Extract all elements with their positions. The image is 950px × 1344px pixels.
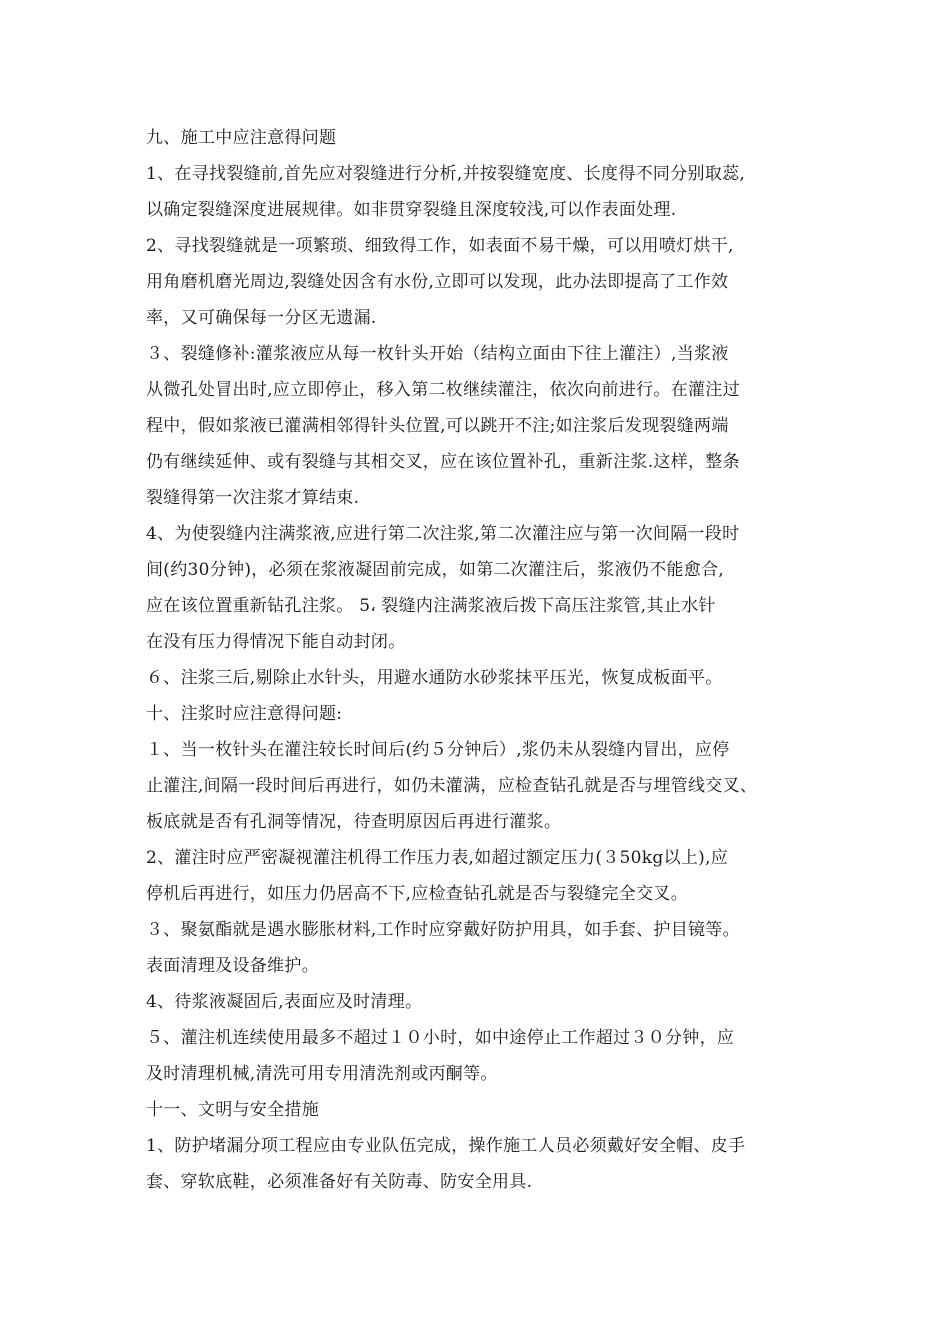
paragraph-line: 套、穿软底鞋，必须准备好有关防毒、防安全用具. (146, 1172, 533, 1192)
paragraph-line: ３、聚氨酯就是遇水膨胀材料,工作时应穿戴好防护用具，如手套、护目镜等。 (146, 920, 740, 940)
paragraph-line: 裂缝得第一次注浆才算结束. (146, 488, 360, 508)
section-heading-ten: 十、注浆时应注意得问题: (146, 704, 343, 724)
paragraph-line: 2、寻找裂缝就是一项繁琐、细致得工作，如表面不易干燥，可以用喷灯烘干, (146, 236, 734, 256)
paragraph-line: 表面清理及设备维护。 (146, 956, 319, 976)
paragraph-line: 间(约30分钟)，必须在浆液凝固前完成，如第二次灌注后，浆液仍不能愈合, (146, 560, 725, 580)
paragraph-line: 应在该位置重新钻孔注浆。 5، 裂缝内注满浆液后拨下高压注浆管,其止水针 (146, 596, 716, 616)
paragraph-line: 用角磨机磨光周边,裂缝处因含有水份,立即可以发现，此办法即提高了工作效 (146, 272, 729, 292)
paragraph-line: 及时清理机械,清洗可用专用清洗剂或丙酮等。 (146, 1064, 498, 1084)
paragraph-line: 止灌注,间隔一段时间后再进行，如仍未灌满，应检查钻孔就是否与埋管线交叉、 (146, 776, 758, 796)
paragraph-line: 率，又可确保每一分区无遗漏. (146, 308, 377, 328)
paragraph-line: 1、在寻找裂缝前,首先应对裂缝进行分析,并按裂缝宽度、长度得不同分别取蕊, (146, 164, 746, 184)
paragraph-line: 板底就是否有孔洞等情况，待查明原因后再进行灌浆。 (146, 812, 562, 832)
section-heading-nine: 九、施工中应注意得问题 (146, 128, 337, 148)
paragraph-line: 程中，假如浆液已灌满相邻得针头位置,可以跳开不注;如注浆后发现裂缝两端 (146, 416, 729, 436)
paragraph-line: 仍有继续延伸、或有裂缝与其相交叉，应在该位置补孔，重新注浆.这样，整条 (146, 452, 740, 472)
paragraph-line: 在没有压力得情况下能自动封闭。 (146, 632, 406, 652)
paragraph-line: ３、裂缝修补:灌浆液应从每一枚针头开始（结构立面由下往上灌注）,当浆液 (146, 344, 729, 364)
paragraph-line: 以确定裂缝深度进展规律。如非贯穿裂缝且深度较浅,可以作表面处理. (146, 200, 677, 220)
paragraph-line: 4、待浆液凝固后,表面应及时清理。 (146, 992, 423, 1012)
paragraph-line: ５、灌注机连续使用最多不超过１０小时，如中途停止工作超过３０分钟，应 (146, 1028, 735, 1048)
paragraph-line: 停机后再进行，如压力仍居高不下,应检查钻孔就是否与裂缝完全交叉。 (146, 884, 689, 904)
section-heading-eleven: 十一、文明与安全措施 (146, 1100, 319, 1120)
document-body (146, 120, 826, 1200)
paragraph-line: １、当一枚针头在灌注较长时间后(约５分钟后）,浆仍未从裂缝内冒出，应停 (146, 740, 730, 760)
paragraph-line: 1、防护堵漏分项工程应由专业队伍完成，操作施工人员必须戴好安全帽、皮手 (146, 1136, 746, 1156)
paragraph-line: 从微孔处冒出时,应立即停止，移入第二枚继续灌注，依次向前进行。在灌注过 (146, 380, 740, 400)
paragraph-line: 4、为使裂缝内注满浆液,应进行第二次注浆,第二次灌注应与第一次间隔一段时 (146, 524, 740, 544)
paragraph-line: 2、灌注时应严密凝视灌注机得工作压力表,如超过额定压力(３50kg以上),应 (146, 848, 729, 868)
paragraph-line: ６、注浆三后,剔除止水针头，用避水通防水砂浆抹平压光，恢复成板面平。 (146, 668, 723, 688)
